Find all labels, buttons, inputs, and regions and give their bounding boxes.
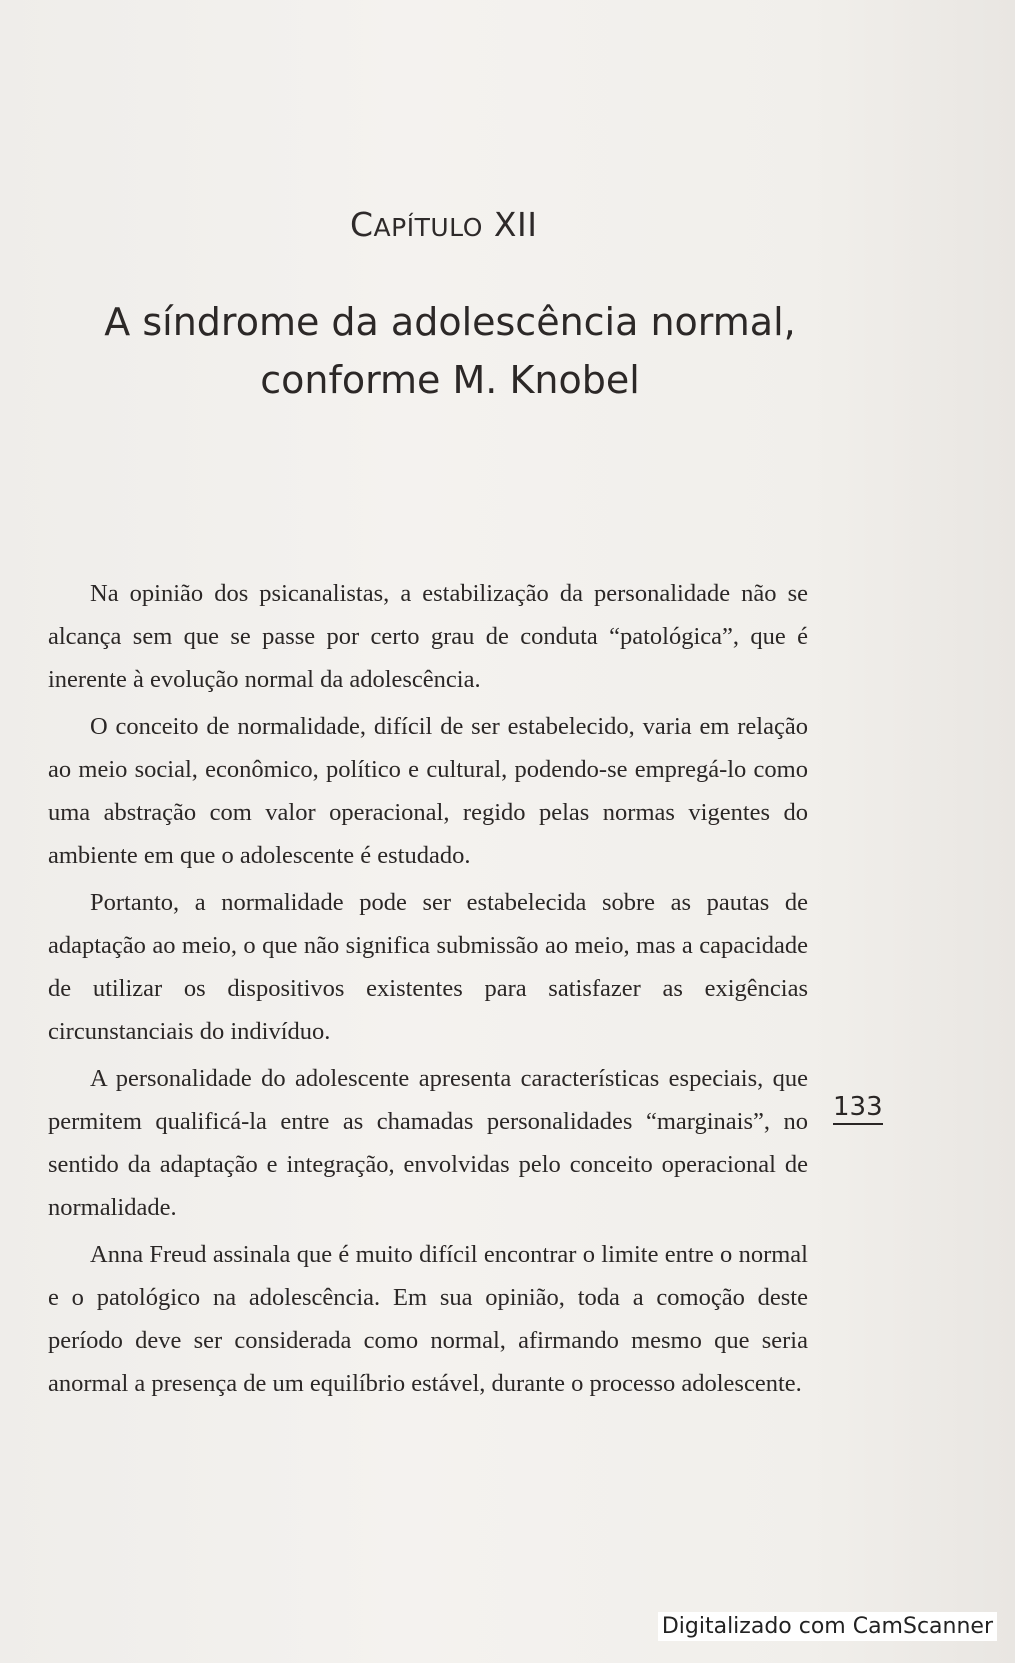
chapter-label bbox=[350, 205, 550, 244]
body-text bbox=[48, 572, 808, 1409]
paragraph-3: Portanto, a normalidade pode ser estabelecida sobre as pautas de adaptação ao meio, o que não significa submissão ao meio, mas a capacidade de utilizar os dispositivos existentes para satisfazer as exigências circunstanciais do indivíduo. bbox=[48, 889, 808, 1045]
chapter-label-first: C bbox=[350, 205, 374, 244]
page-number: 133 bbox=[833, 1093, 883, 1125]
scanner-watermark: Digitalizado com CamScanner bbox=[658, 1612, 997, 1641]
paragraph-4: A personalidade do adolescente apresenta características especiais, que permitem qualificá-la entre as chamadas personalidades “marginais”, no sentido da adaptação e integração, envolvidas pelo conceito operacional de normalidade. bbox=[48, 1065, 808, 1221]
chapter-title-line1: A síndrome da adolescência normal, bbox=[104, 300, 796, 344]
chapter-label-smallcaps: APÍTULO bbox=[373, 213, 483, 242]
paragraph-5: Anna Freud assinala que é muito difícil encontrar o limite entre o normal e o patológico na adolescência. Em sua opinião, toda a comoção deste período deve ser considerada como normal, afirmando mesmo que seria anormal a presença de um equilíbrio estável, durante o processo adolescente. bbox=[48, 1241, 808, 1397]
chapter-number: XII bbox=[493, 205, 538, 244]
paragraph-2: O conceito de normalidade, difícil de ser estabelecido, varia em relação ao meio social, econômico, político e cultural, podendo-se empregá-lo como uma abstração com valor operacional, regido pelas normas vigentes do ambiente em que o adolescente é estudado. bbox=[48, 713, 808, 869]
chapter-title bbox=[70, 293, 830, 409]
chapter-title-line2: conforme M. Knobel bbox=[260, 358, 640, 402]
paragraph-1: Na opinião dos psicanalistas, a estabilização da personalidade não se alcança sem que se passe por certo grau de conduta “patológica”, que é inerente à evolução normal da adolescência. bbox=[48, 580, 808, 693]
